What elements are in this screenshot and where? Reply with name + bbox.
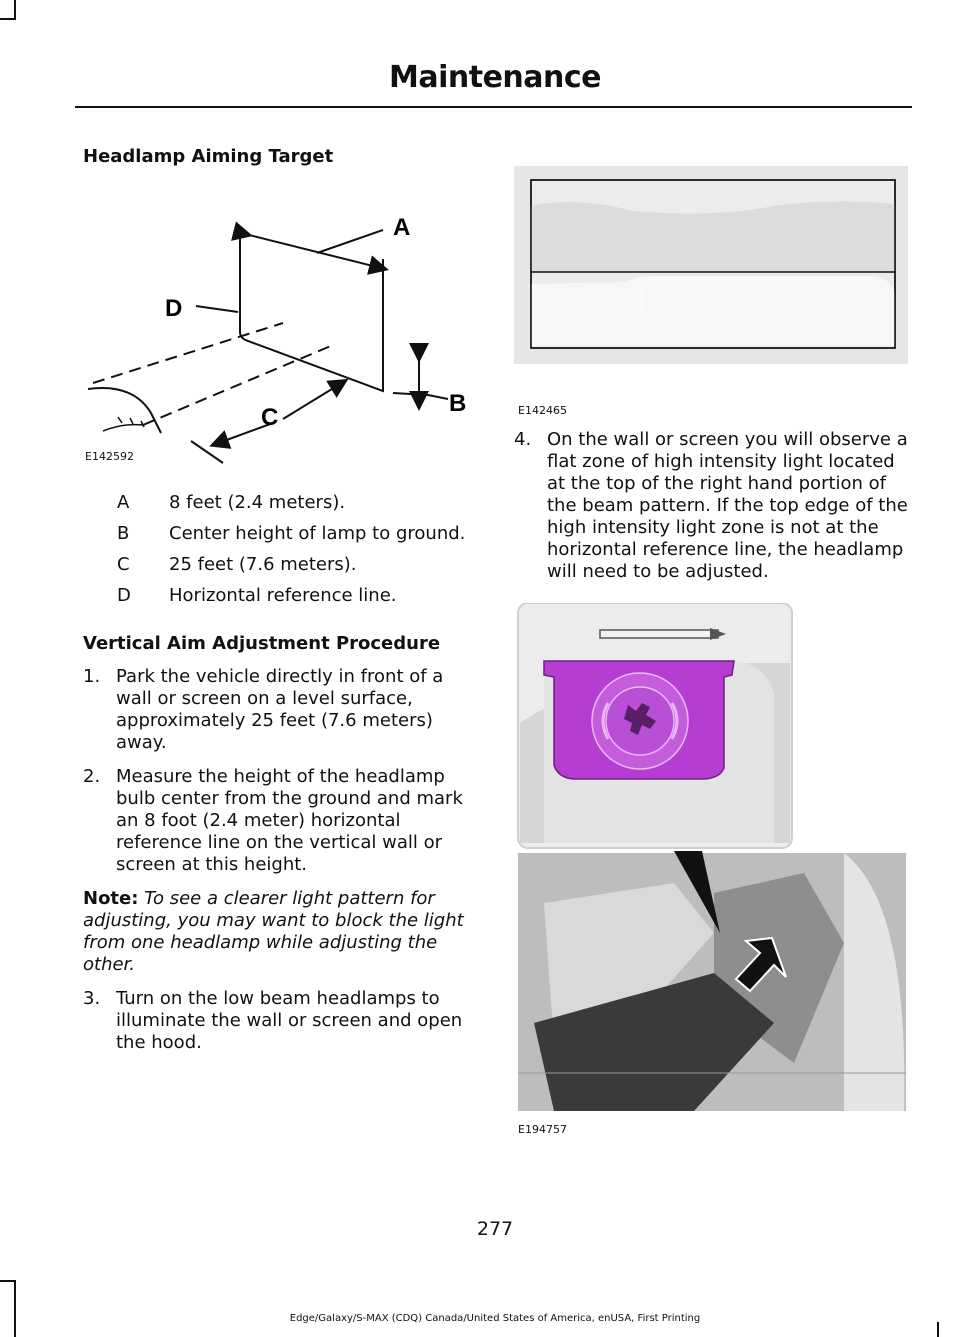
legend-key: A (117, 492, 130, 513)
procedure-heading: Vertical Aim Adjustment Procedure (83, 633, 441, 654)
label-d: D (165, 295, 183, 322)
step-text: Measure the height of the headlamp bulb center from the ground and mark an 8 foot (2.4 meter) horizontal reference line on the vertical wall or screen at this height. (116, 766, 463, 875)
adjuster-location-svg (514, 603, 909, 1133)
step-number: 3. (83, 988, 101, 1009)
legend-table (83, 492, 478, 616)
crop-mark-bottom-right (937, 1322, 939, 1337)
page-number: 277 (476, 1218, 514, 1240)
header-rule (75, 106, 912, 108)
step-text: On the wall or screen you will observe a flat zone of high intensity light located at the top of the right hand portion of the beam pattern. If the top edge of the high intensity light zone is not at the horizontal reference line, the headlamp will need to be adjusted. (547, 429, 908, 582)
step-item (83, 988, 478, 1054)
legend-value: 25 feet (7.6 meters). (169, 554, 357, 575)
label-c: C (261, 404, 279, 431)
section-title: Maintenance (388, 60, 601, 95)
right-column (514, 146, 914, 1148)
note-text: To see a clearer light pattern for adjusting, you may want to block the light from one headlamp while adjusting the other. (83, 888, 464, 975)
adjuster-location-figure (514, 603, 909, 1148)
step-item (83, 766, 478, 876)
step-number: 2. (83, 766, 101, 787)
step-item (83, 666, 478, 754)
legend-value: Horizontal reference line. (169, 585, 397, 606)
figure-id: E194757 (518, 1123, 567, 1136)
step-item (514, 429, 914, 583)
aiming-diagram-svg (83, 163, 478, 478)
legend-value: Center height of lamp to ground. (169, 523, 466, 544)
crop-mark-bottom-left (14, 1280, 16, 1337)
footer-text: Edge/Galaxy/S-MAX (CDQ) Canada/United States of America, enUSA, First Printing (289, 1313, 701, 1324)
legend-key: C (117, 554, 130, 575)
legend-row (83, 585, 478, 616)
legend-row (83, 492, 478, 523)
step-number: 1. (83, 666, 101, 687)
headlamp-aiming-diagram (83, 163, 478, 478)
crop-mark-top-left (14, 0, 16, 20)
note (83, 888, 478, 976)
figure-heading: Headlamp Aiming Target (83, 146, 334, 167)
beam-pattern-figure (514, 146, 909, 421)
legend-row (83, 523, 478, 554)
step-number: 4. (514, 429, 532, 450)
left-column (83, 146, 478, 1054)
figure-id: E142465 (518, 404, 567, 417)
legend-key: B (117, 523, 130, 544)
label-b: B (449, 390, 467, 417)
crop-mark-bottom-left-h (0, 1280, 16, 1282)
legend-value: 8 feet (2.4 meters). (169, 492, 346, 513)
beam-pattern-svg (514, 146, 909, 376)
figure-id: E142592 (85, 450, 134, 463)
label-a: A (393, 214, 411, 241)
legend-row (83, 554, 478, 585)
crop-mark-top-left-h (0, 18, 16, 20)
step-text: Turn on the low beam headlamps to illuminate the wall or screen and open the hood. (116, 988, 463, 1053)
legend-key: D (117, 585, 131, 606)
note-label: Note: (83, 888, 139, 909)
step-text: Park the vehicle directly in front of a wall or screen on a level surface, approximately 25 feet (7.6 meters) away. (116, 666, 444, 753)
